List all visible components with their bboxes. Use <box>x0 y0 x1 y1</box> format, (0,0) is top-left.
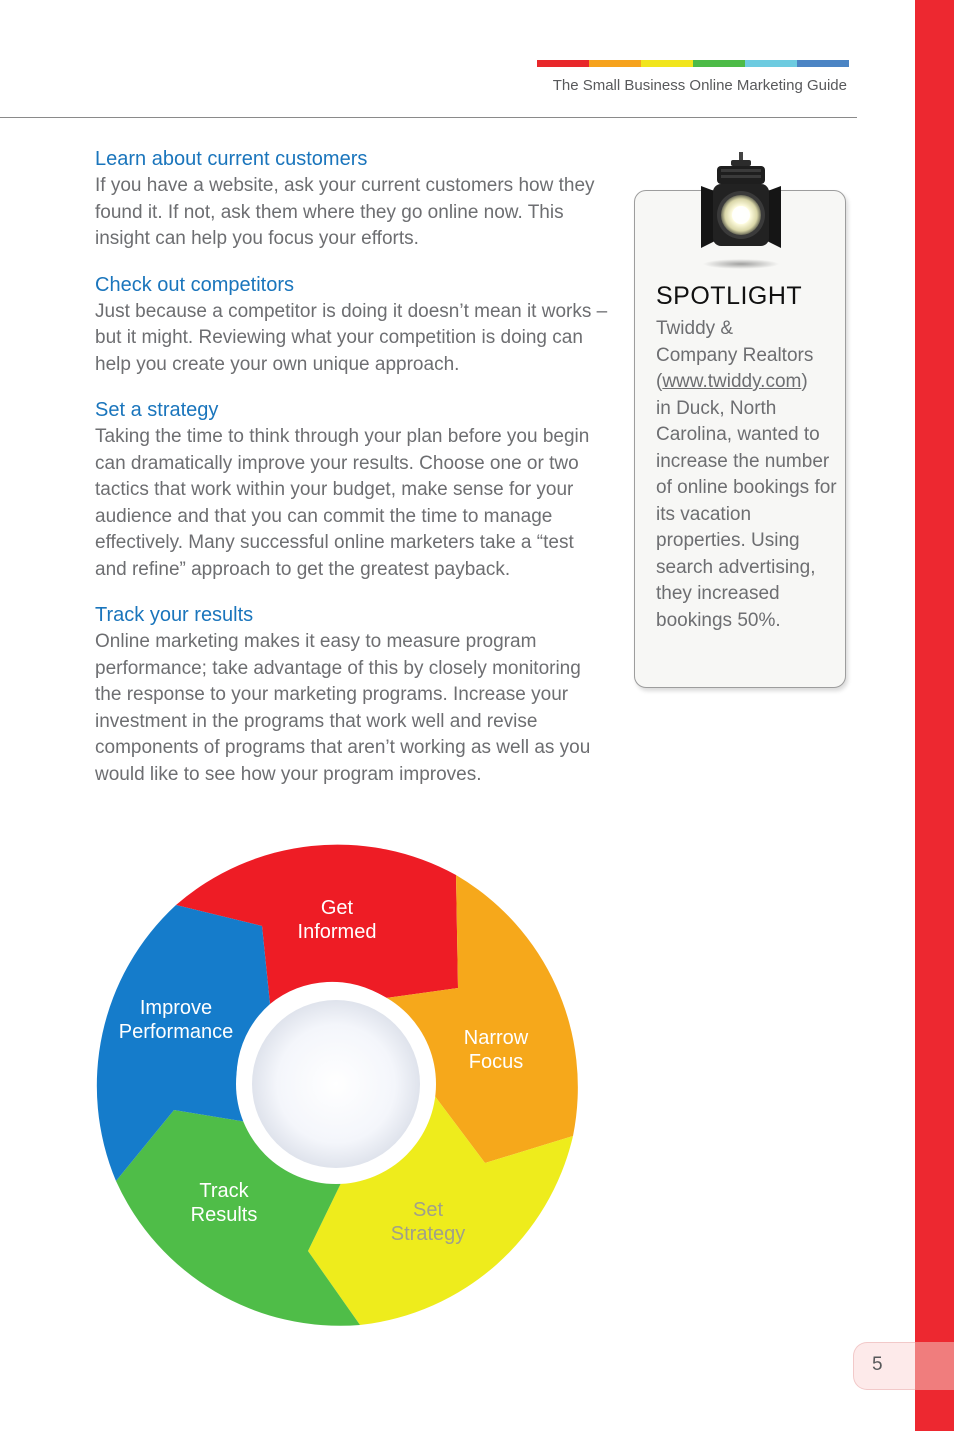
section-strategy <box>95 396 610 583</box>
strip-segment <box>641 60 693 67</box>
cycle-hub <box>252 1000 420 1168</box>
label-line: Set <box>412 1199 444 1221</box>
spotlight-link-line <box>656 369 838 396</box>
strip-segment <box>693 60 745 67</box>
section-body: If you have a website, ask your current customers how they found it. If not, ask them where they go online now. This insight can help you focus your efforts. <box>95 175 595 249</box>
marketing-cycle-diagram <box>90 838 582 1330</box>
label-line: Track <box>199 1180 249 1202</box>
strip-segment <box>745 60 797 67</box>
side-accent-bar <box>915 0 954 1431</box>
section-customers <box>95 145 610 253</box>
label-get-informed <box>298 896 377 944</box>
section-heading: Learn about current customers <box>95 148 368 170</box>
section-heading: Check out competitors <box>95 273 294 296</box>
spotlight-line: Twiddy & <box>656 318 734 339</box>
label-set-strategy <box>391 1198 465 1246</box>
spotlight-title: SPOTLIGHT <box>656 282 803 310</box>
label-line: Improve <box>139 997 213 1019</box>
section-results <box>95 601 610 788</box>
paren-close: ) <box>801 371 808 392</box>
label-line: Strategy <box>390 1223 466 1245</box>
strip-segment <box>537 60 589 67</box>
strip-segment <box>797 60 849 67</box>
spotlight-body <box>656 316 838 634</box>
page-tab-accent <box>915 1342 954 1390</box>
label-narrow-focus <box>464 1026 528 1074</box>
twiddy-link[interactable]: www.twiddy.com <box>662 371 802 392</box>
label-line: Focus <box>468 1051 524 1073</box>
main-column <box>95 145 610 806</box>
label-line: Results <box>190 1204 258 1226</box>
page-number: 5 <box>872 1354 883 1375</box>
label-track-results <box>191 1179 258 1227</box>
paren-open: ( <box>656 371 663 392</box>
spotlight-lamp-icon <box>693 150 789 272</box>
header-color-strip <box>537 60 849 67</box>
section-body: Just because a competitor is doing it doesn’t mean it works – but it might. Reviewing what your competition is doing can help you create your own unique approach. <box>95 300 608 375</box>
strip-segment <box>589 60 641 67</box>
section-heading: Track your results <box>95 604 254 626</box>
page-number-tab <box>853 1342 915 1390</box>
section-body: Taking the time to think through your plan before you begin can dramatically improve your results. Choose one or two tactics that work within your budget, make sense for your audience and that you can commit the time to manage effectively. Many successful online marketers take a “test and refine” approach to get the greatest payback. <box>95 426 590 580</box>
spotlight-text: in Duck, North Carolina, wanted to increase the number of online bookings for its vacation properties. Using search advertising, they increased bookings 50%. <box>656 397 837 631</box>
label-improve-performance <box>119 996 234 1044</box>
section-competitors <box>95 271 610 379</box>
section-body: Online marketing makes it easy to measure program performance; take advantage of this by closely monitoring the response to your marketing programs. Increase your investment in the programs that work well and revise components of programs that aren’t working as well as you would like to see how your program improves. <box>95 631 591 785</box>
label-line: Performance <box>118 1021 234 1043</box>
header-divider <box>0 117 857 118</box>
label-line: Informed <box>297 921 377 943</box>
spotlight-line: Company Realtors <box>656 344 814 366</box>
label-line: Narrow <box>463 1027 529 1049</box>
guide-title: The Small Business Online Marketing Guide <box>552 77 847 94</box>
section-heading: Set a strategy <box>95 399 219 421</box>
label-line: Get <box>320 897 354 919</box>
